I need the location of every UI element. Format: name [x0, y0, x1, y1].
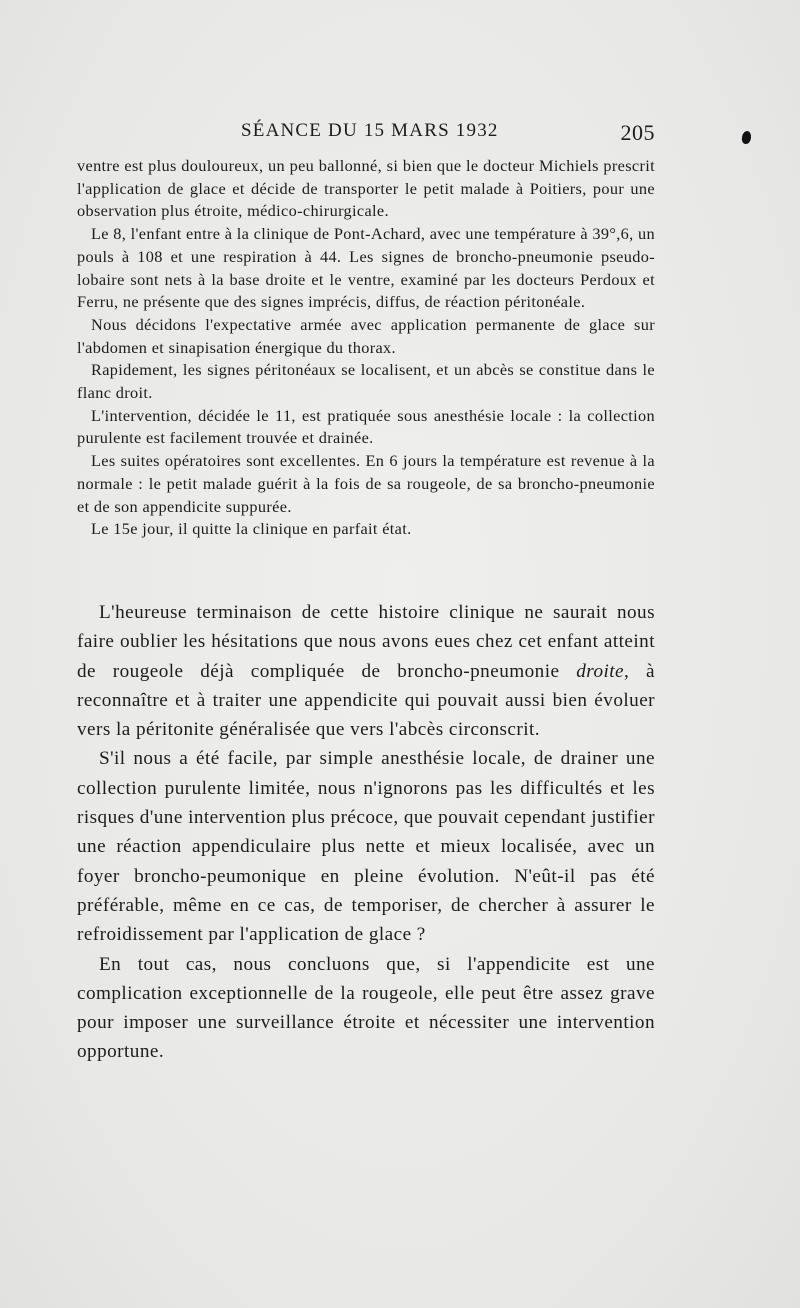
discussion-paragraph: S'il nous a été facile, par simple anesthésie locale, de drainer une collection purulente limitée, nous n'ignorons pas les difficultés et les risques d'une intervention plus précoce, que pouvait cependant justifier une réaction appendiculaire plus nette et mieux localisée, avec un foyer broncho-peumonique en pleine évolution. N'eût-il pas été préférable, même en ce cas, de temporiser, de chercher à assurer le refroidissement par l'application de glace ? [77, 748, 655, 946]
case-paragraph: Le 8, l'enfant entre à la clinique de Pont-Achard, avec une température à 39°,6, un pouls à 108 et une respiration à 44. Les signes de broncho-pneumonie pseudo-lobaire sont nets à la base droite et le ventre, examiné par les docteurs Perdoux et Ferru, ne présente que des signes imprécis, diffus, de réaction péritonéale. [77, 224, 655, 312]
case-report-section [77, 155, 655, 541]
case-paragraph: L'intervention, décidée le 11, est pratiquée sous anesthésie locale : la collection purulente est facilement trouvée et drainée. [77, 405, 655, 448]
discussion-text: L'heureuse terminaison de cette histoire clinique ne saurait nous faire oublier les hésitations que nous avons eues chez cet enfant atteint de rougeole déjà compliquée de broncho-pneumonie [77, 602, 655, 682]
discussion-paragraph [77, 598, 655, 744]
case-paragraph: Les suites opératoires sont excellentes. En 6 jours la température est revenue à la normale : le petit malade guérit à la fois de sa rougeole, de sa broncho-pneumonie et de son appendicite suppurée. [77, 451, 655, 516]
page-header [75, 120, 655, 150]
page-number: 205 [620, 120, 655, 145]
emphasized-word: droite [576, 660, 625, 682]
running-title: SÉANCE DU 15 MARS 1932 [241, 120, 499, 141]
conclusion-paragraph: En tout cas, nous concluons que, si l'appendicite est une complication exceptionnelle de la rougeole, elle peut être assez grave pour imposer une surveillance étroite et nécessiter une intervention opportune. [77, 953, 655, 1063]
case-paragraph: Rapidement, les signes péritonéaux se localisent, et un abcès se constitue dans le flanc droit. [77, 360, 655, 403]
ink-spot-mark [741, 130, 752, 144]
case-paragraph: Le 15e jour, il quitte la clinique en parfait état. [91, 519, 412, 539]
discussion-section [77, 598, 655, 1067]
case-paragraph: Nous décidons l'expectative armée avec application permanente de glace sur l'abdomen et sinapisation énergique du thorax. [77, 314, 655, 357]
discussion-text: , à reconnaître et à traiter une appendicite qui pouvait aussi bien évoluer vers la péritonite généralisée que vers l'abcès circonscrit. [77, 660, 655, 741]
case-paragraph: ventre est plus douloureux, un peu ballonné, si bien que le docteur Michiels prescrit l'application de glace et décide de transporter le petit malade à Poitiers, pour une observation plus étroite, médico-chirurgicale. [77, 156, 655, 221]
